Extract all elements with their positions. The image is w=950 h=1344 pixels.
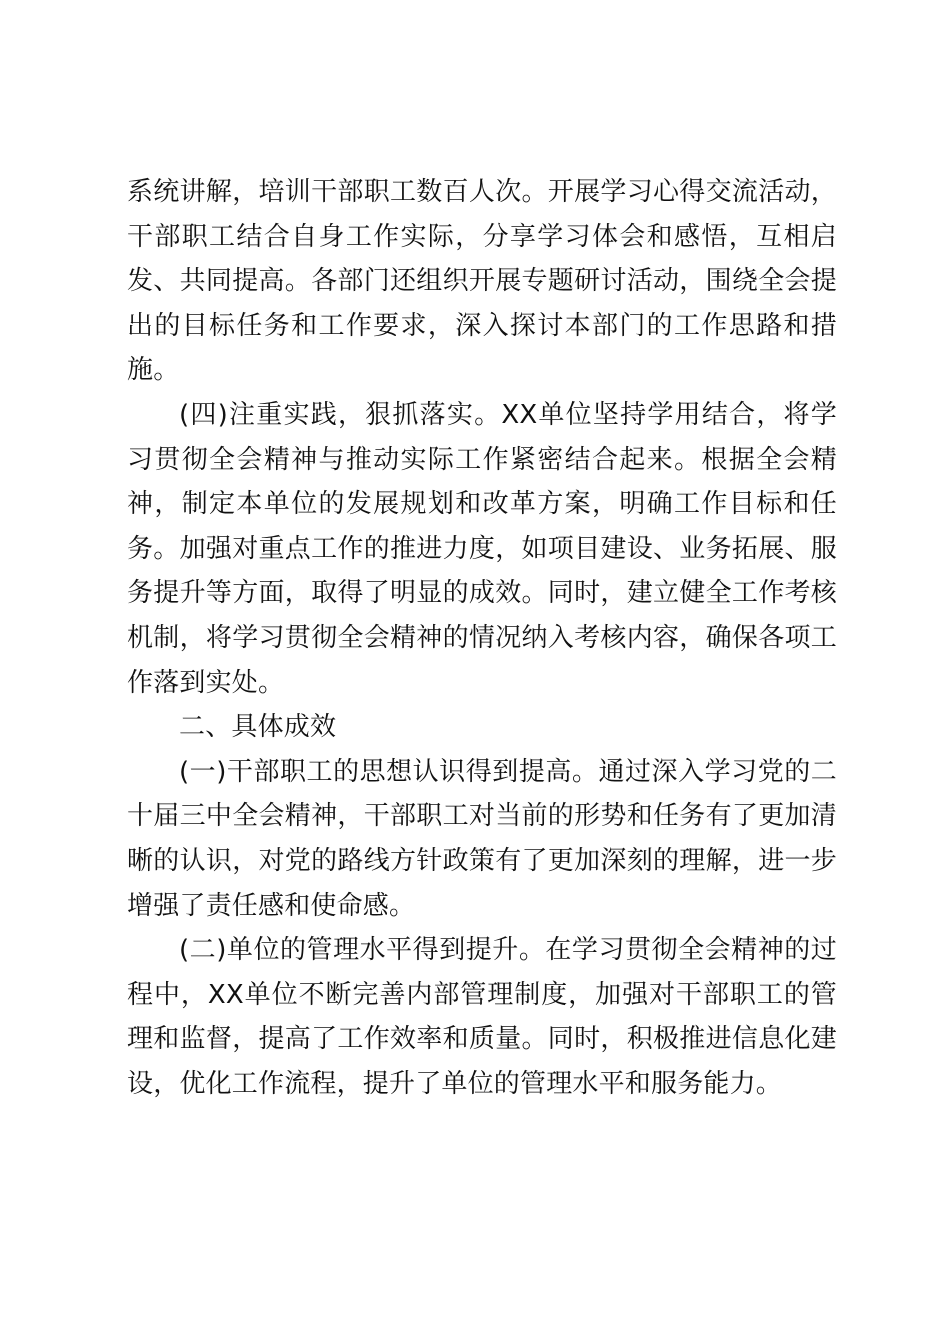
paragraph-continued: 系统讲解，培训干部职工数百人次。开展学习心得交流活动，干部职工结合自身工作实际，分享学习体会和感悟，互相启发、共同提高。各部门还组织开展专题研讨活动，围绕全会提出的目标任务和工作要求，深入探讨本部门的工作思路和措施。	[127, 177, 837, 386]
document-body	[127, 170, 837, 1106]
paragraph-section-4: (四)注重实践，狠抓落实。XX单位坚持学用结合，将学习贯彻全会精神与推动实际工作紧密结合起来。根据全会精神，制定本单位的发展规划和改革方案，明确工作目标和任务。加强对重点工作的推进力度，如项目建设、业务拓展、服务提升等方面，取得了明显的成效。同时，建立健全工作考核机制，将学习贯彻全会精神的情况纳入考核内容，确保各项工作落到实处。	[127, 399, 837, 698]
section-heading-results: 二、具体成效	[179, 712, 337, 743]
paragraph-result-1: (一)干部职工的思想认识得到提高。通过深入学习党的二十届三中全会精神，干部职工对当前的形势和任务有了更加清晰的认识，对党的路线方针政策有了更加深刻的理解，进一步增强了责任感和使命感。	[127, 756, 837, 921]
paragraph-result-2: (二)单位的管理水平得到提升。在学习贯彻全会精神的过程中，XX单位不断完善内部管理制度，加强对干部职工的管理和监督，提高了工作效率和质量。同时，积极推进信息化建设，优化工作流程，提升了单位的管理水平和服务能力。	[127, 935, 837, 1099]
